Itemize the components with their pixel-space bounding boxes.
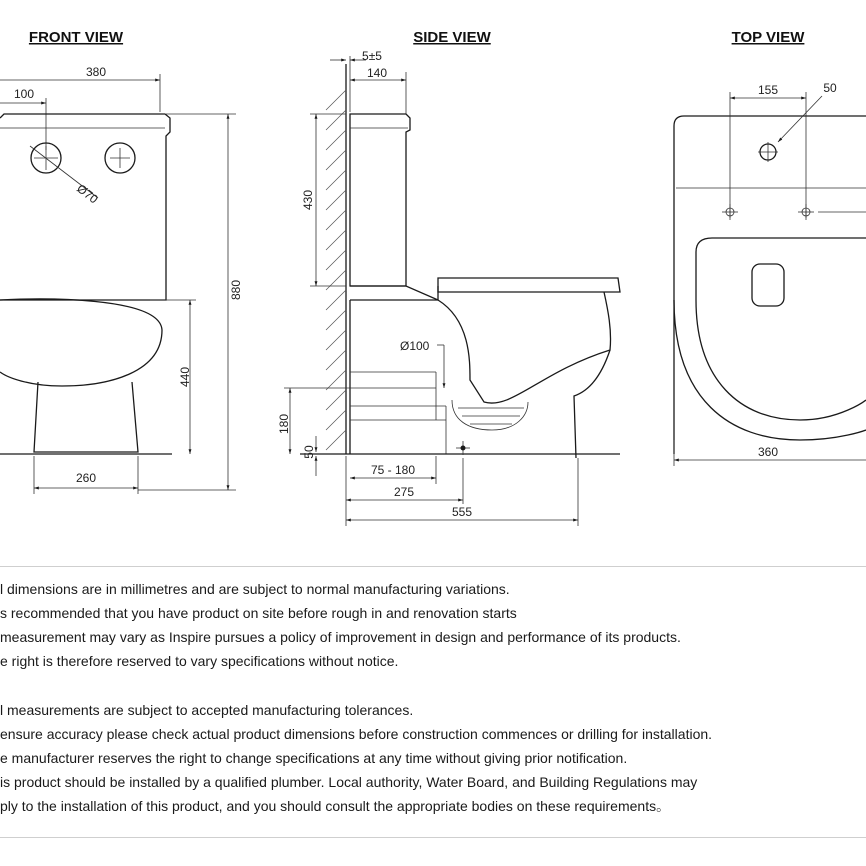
side-setout-range-label: 75 - 180: [370, 463, 416, 477]
front-hole-dia-label: Ø70: [74, 181, 101, 207]
side-gap-label: 5±5: [362, 49, 382, 63]
side-tank-depth-label: 140: [366, 66, 388, 80]
front-height-label: 880: [229, 279, 243, 301]
front-view: [0, 29, 243, 494]
top-view-title: TOP VIEW: [731, 29, 805, 46]
side-tank-height-label: 430: [301, 189, 315, 211]
top-width-label: 360: [757, 445, 779, 459]
note-line: l measurements are subject to accepted manufacturing tolerances.: [0, 702, 414, 718]
top-view: [674, 29, 866, 466]
top-hole-spacing-label: 155: [757, 83, 779, 97]
side-view-title: SIDE VIEW: [413, 29, 491, 46]
top-button-dia-label: 50: [823, 81, 837, 95]
side-wall-hatching: [326, 90, 346, 450]
notes-section: [0, 566, 866, 838]
front-seat-height-label: 440: [178, 366, 192, 388]
side-bowl-front: [574, 350, 610, 458]
note-line: is product should be installed by a qualified plumber. Local authority, Water Board, and Building Regulations may: [0, 774, 698, 790]
note-line: ensure accuracy please check actual product dimensions before construction commences or drilling for installation.: [0, 726, 713, 742]
side-seat-outline: [438, 278, 620, 292]
side-cistern-outline: [350, 114, 410, 286]
front-base-label: 260: [75, 471, 97, 485]
note-line: e manufacturer reserves the right to change specifications at any time without giving prior notification.: [0, 750, 628, 766]
note-line: measurement may vary as Inspire pursues a policy of improvement in design and performance of its products.: [0, 629, 681, 645]
top-cistern-outline: [674, 116, 866, 454]
note-line: s recommended that you have product on site before rough in and renovation starts: [0, 605, 517, 621]
side-body-back: [350, 300, 438, 454]
side-bowl-top: [350, 286, 438, 300]
side-outlet-height-label: 180: [277, 413, 291, 435]
side-length-label: 555: [451, 505, 473, 519]
front-view-title: FRONT VIEW: [28, 29, 124, 46]
side-view: [277, 29, 620, 526]
note-line: e right is therefore reserved to vary specifications without notice.: [0, 653, 399, 669]
note-line: ply to the installation of this product, and you should consult the appropriate bodies on these requirements。: [0, 798, 671, 814]
front-pedestal-outline: [34, 382, 138, 452]
side-trap: [452, 400, 528, 430]
side-bowl-profile: [438, 292, 611, 403]
side-setout-label: 275: [393, 485, 415, 499]
top-bowl-outer: [674, 300, 866, 440]
side-outlet-dia-label: Ø100: [400, 339, 430, 353]
side-base-height-label: 50: [302, 445, 316, 459]
front-width-label: 380: [85, 65, 107, 79]
front-bowl-outline: [0, 299, 162, 386]
front-offset-label: 100: [13, 87, 35, 101]
top-bowl-inner: [752, 264, 784, 306]
front-cistern-outline: [0, 114, 170, 300]
note-line: l dimensions are in millimetres and are subject to normal manufacturing variations.: [0, 581, 510, 597]
